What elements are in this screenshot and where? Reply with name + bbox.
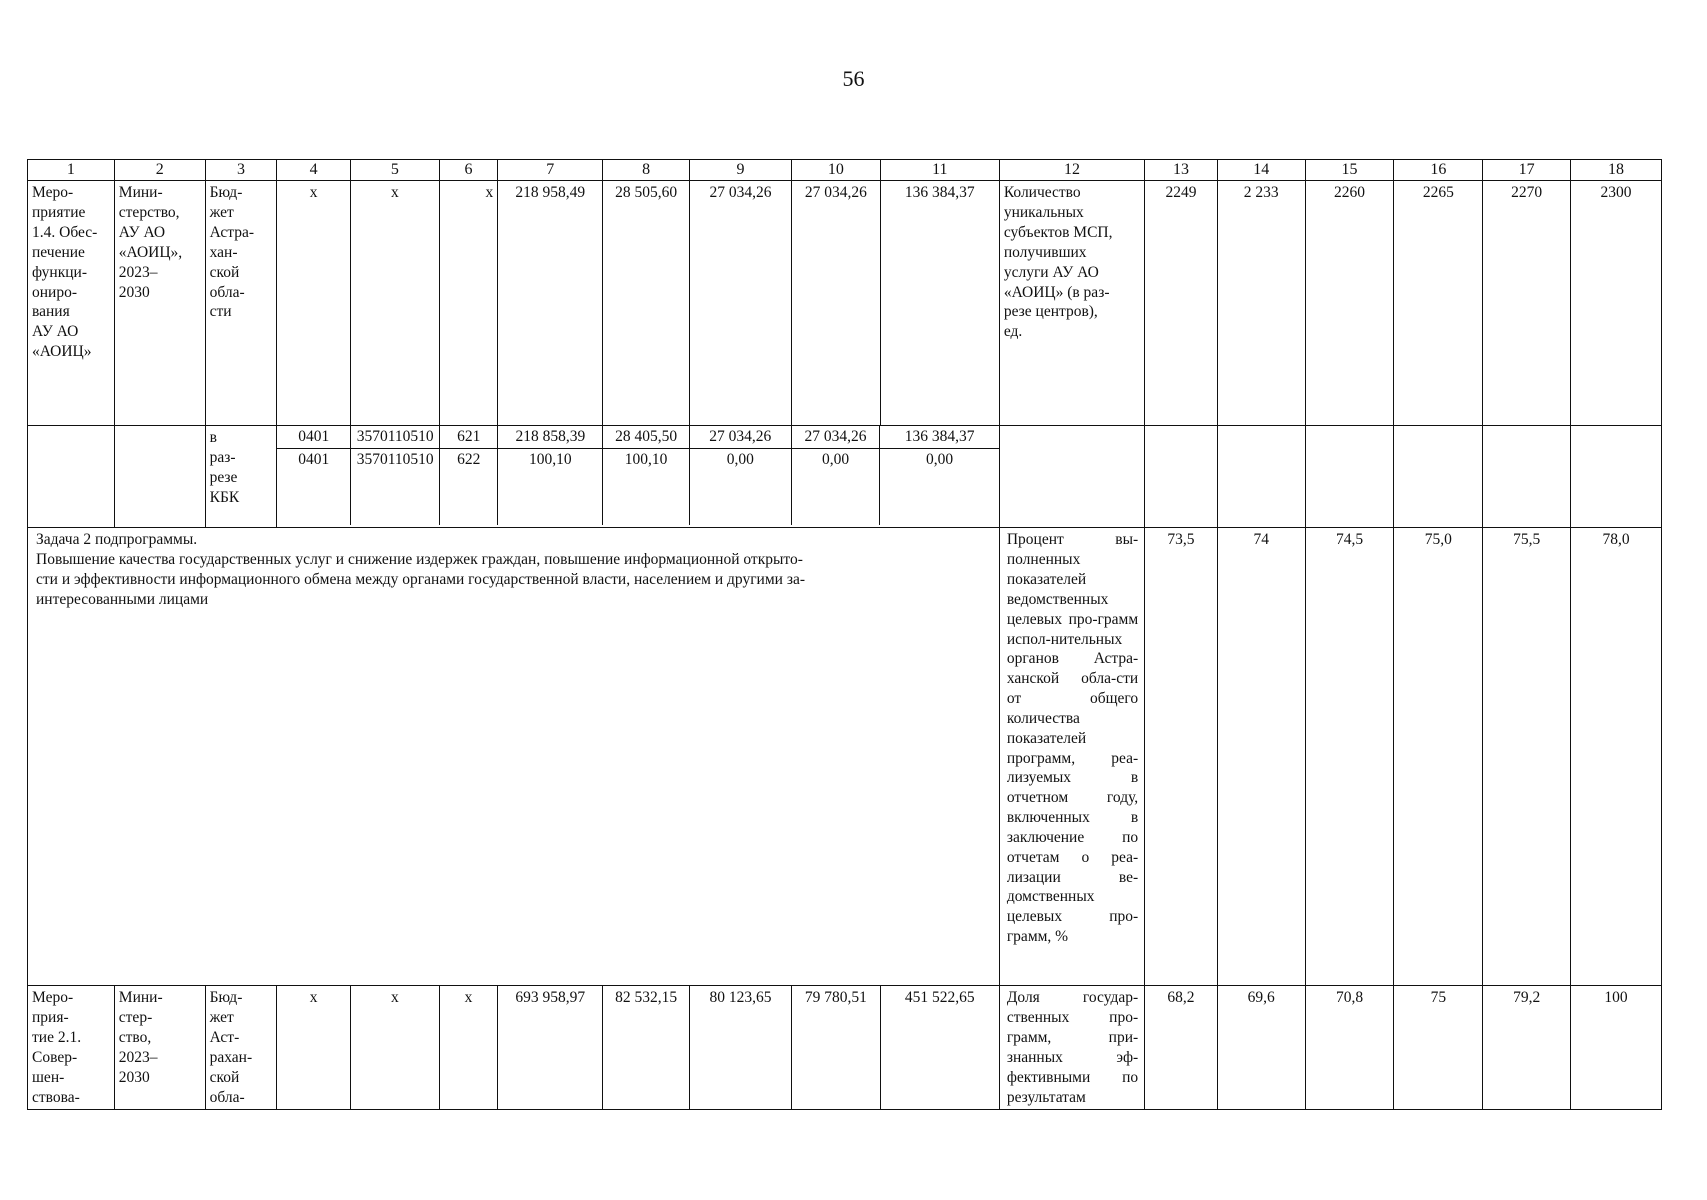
task-2-indicator: Процент вы-полненных показателей ведомственных целевых про-грамм испол-нительных органов Астра-ханской обла-сти от общего количества показателей программ, реа-лизуемых в отчетном году, включенных в заключение по отчетам о реа-лизации ве-домственных целевых про-грамм, % (999, 528, 1144, 986)
cell-c14: 74 (1217, 528, 1305, 986)
kbk-c9: 0,00 (689, 449, 791, 525)
task-2-description: Задача 2 подпрограммы. Повышение качества государственных услуг и снижение издержек граждан, повышение информационной открыто- сти и эффективности информационного обмена между органами государственной власти, населением и другими за- интересованными лицами (28, 528, 1000, 986)
col-header-15: 15 (1305, 160, 1394, 181)
kbk-c4: 0401 (277, 449, 351, 525)
kbk-c9: 27 034,26 (689, 426, 791, 448)
col-header-5: 5 (350, 160, 439, 181)
empty-cell (28, 426, 115, 528)
column-numbers-row (28, 160, 1662, 181)
cell-c9: 80 123,65 (690, 986, 792, 1110)
col-header-8: 8 (603, 160, 690, 181)
executor: Мини- стерство, АУ АО «АОИЦ», 2023– 2030 (114, 181, 205, 426)
kbk-c10: 0,00 (791, 449, 880, 525)
kbk-c7: 218 858,39 (498, 426, 603, 448)
cell-c13: 2249 (1145, 181, 1218, 426)
cell-c5: x (350, 181, 439, 426)
indicator-name: Количество уникальных субъектов МСП, получивших услуги АУ АО «АОИЦ» (в раз- резе центров), ед. (999, 181, 1144, 426)
kbk-c8: 28 405,50 (603, 426, 690, 448)
kbk-c6: 622 (440, 449, 498, 525)
kbk-breakdown-row (28, 426, 1662, 528)
empty-cell (114, 426, 205, 528)
cell-c16: 75 (1394, 986, 1483, 1110)
cell-c17: 2270 (1483, 181, 1571, 426)
kbk-c5: 3570110510 (351, 449, 440, 525)
kbk-lines (277, 426, 1000, 528)
kbk-c11: 0,00 (926, 451, 954, 469)
cell-c11: 136 384,37 (880, 181, 999, 426)
cell-c15: 70,8 (1305, 986, 1394, 1110)
empty-cell (1145, 426, 1218, 528)
kbk-label: в раз- резе КБК (205, 426, 277, 528)
empty-cell (1217, 426, 1305, 528)
col-header-11: 11 (880, 160, 999, 181)
cell-c10: 79 780,51 (791, 986, 880, 1110)
col-header-1: 1 (28, 160, 115, 181)
cell-c6: x (439, 181, 498, 426)
kbk-line (277, 426, 999, 448)
cell-c8: 82 532,15 (603, 986, 690, 1110)
activity-name: Меро- прия- тие 2.1. Совер- шен- ствова- (28, 986, 115, 1110)
col-header-12: 12 (999, 160, 1144, 181)
cell-c13: 73,5 (1145, 528, 1218, 986)
empty-cell (1571, 426, 1662, 528)
activity-1-4-row (28, 181, 1662, 426)
cell-c18: 78,0 (1571, 528, 1662, 986)
indicator-name: Доля государ-ственных про-грамм, при-знанных эф-фективными по результатам (999, 986, 1144, 1110)
cell-c4: x (277, 986, 351, 1110)
cell-c8: 28 505,60 (603, 181, 690, 426)
cell-c15: 2260 (1305, 181, 1394, 426)
cell-c16: 75,0 (1394, 528, 1483, 986)
col-header-9: 9 (690, 160, 792, 181)
cell-c14: 69,6 (1217, 986, 1305, 1110)
cell-c18: 100 (1571, 986, 1662, 1110)
cell-c18: 2300 (1571, 181, 1662, 426)
kbk-c7: 100,10 (498, 449, 603, 525)
cell-c7: 218 958,49 (498, 181, 603, 426)
activity-2-1-row (28, 986, 1662, 1110)
executor: Мини- стер- ство, 2023– 2030 (114, 986, 205, 1110)
cell-c5: x (350, 986, 439, 1110)
activity-name: Меро- приятие 1.4. Обес- печение функци- ониро- вания АУ АО «АОИЦ» (28, 181, 115, 426)
kbk-c10: 27 034,26 (791, 426, 880, 448)
kbk-line (277, 449, 999, 525)
col-header-16: 16 (1394, 160, 1483, 181)
kbk-subtable (277, 426, 999, 524)
col-header-2: 2 (114, 160, 205, 181)
kbk-c8: 100,10 (603, 449, 690, 525)
empty-cell (1483, 426, 1571, 528)
col-header-7: 7 (498, 160, 603, 181)
empty-cell (999, 426, 1144, 528)
funding-source: Бюд- жет Астра- хан- ской обла- сти (205, 181, 277, 426)
cell-c13: 68,2 (1145, 986, 1218, 1110)
cell-c7: 693 958,97 (498, 986, 603, 1110)
col-header-6: 6 (439, 160, 498, 181)
kbk-c6: 621 (440, 426, 498, 448)
cell-c14: 2 233 (1217, 181, 1305, 426)
col-header-17: 17 (1483, 160, 1571, 181)
cell-c15: 74,5 (1305, 528, 1394, 986)
empty-cell (1305, 426, 1394, 528)
col-header-14: 14 (1217, 160, 1305, 181)
cell-c6: x (439, 986, 498, 1110)
cell-c10: 27 034,26 (791, 181, 880, 426)
col-header-4: 4 (277, 160, 351, 181)
cell-c17: 75,5 (1483, 528, 1571, 986)
cell-c11: 451 522,65 (880, 986, 999, 1110)
page-number: 56 (842, 66, 865, 91)
program-table (27, 159, 1662, 1110)
empty-cell (1394, 426, 1483, 528)
kbk-c11: 136 384,37 (880, 426, 999, 448)
col-header-18: 18 (1571, 160, 1662, 181)
funding-source: Бюд- жет Аст- рахан- ской обла- (205, 986, 277, 1110)
cell-c9: 27 034,26 (690, 181, 792, 426)
col-header-10: 10 (791, 160, 880, 181)
col-header-13: 13 (1145, 160, 1218, 181)
task-2-row (28, 528, 1662, 986)
cell-c4: x (277, 181, 351, 426)
kbk-c5: 3570110510 (351, 426, 440, 448)
cell-c16: 2265 (1394, 181, 1483, 426)
cell-c17: 79,2 (1483, 986, 1571, 1110)
col-header-3: 3 (205, 160, 277, 181)
kbk-c4: 0401 (277, 426, 351, 448)
